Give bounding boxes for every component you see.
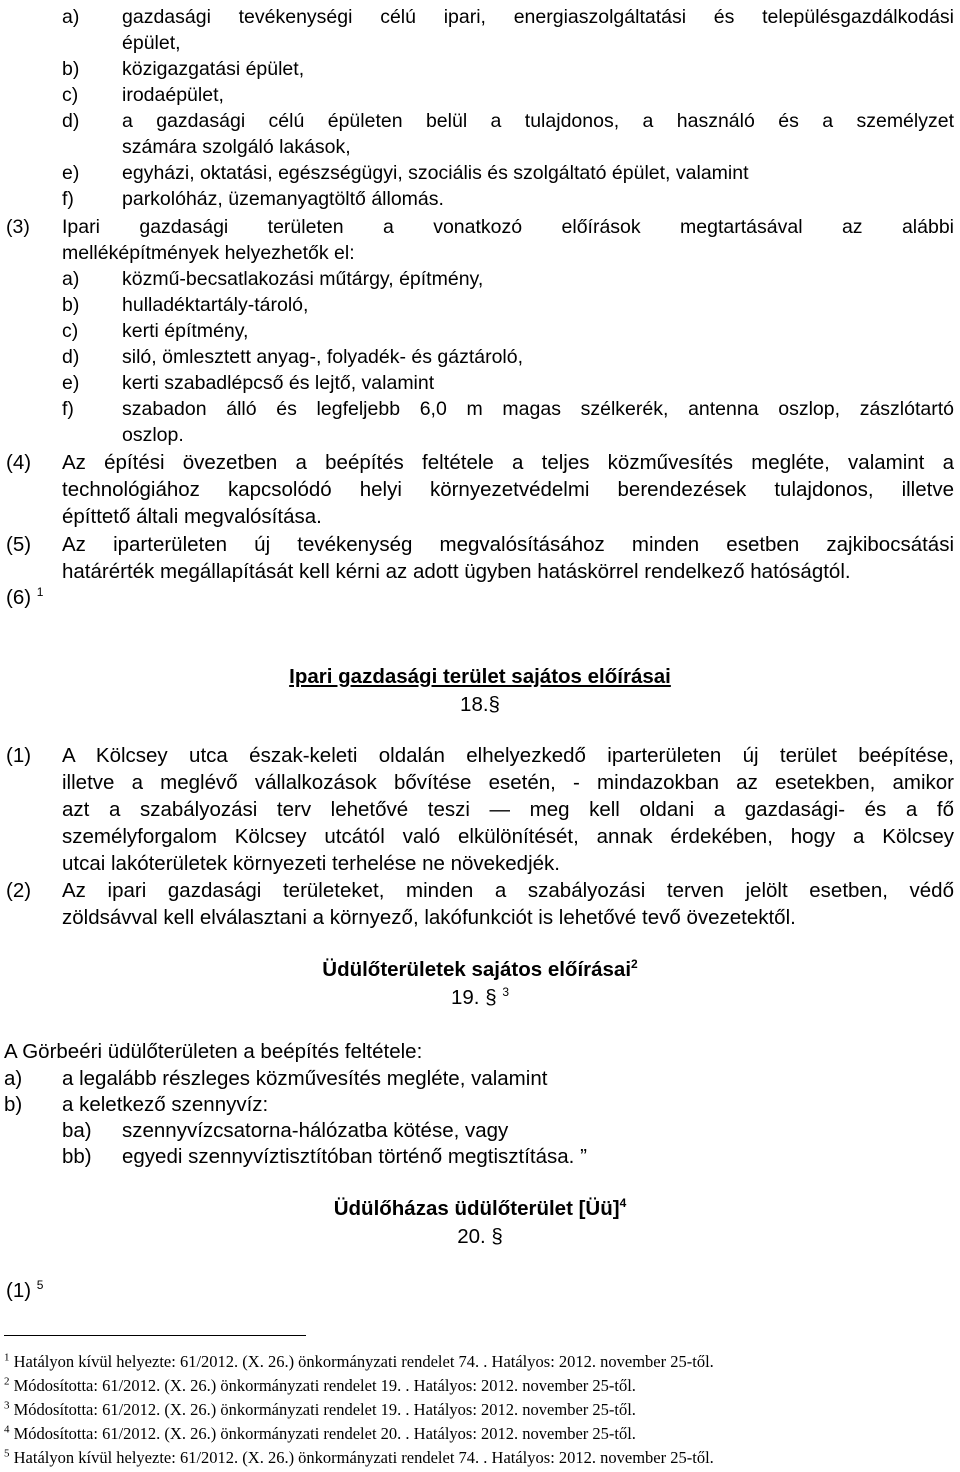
list-marker: e)	[62, 372, 80, 394]
footnote: $^5$ Hatályon kívül helyezte: 61/2012. (X. 26.) önkormányzati rendelet 74. . Hatályos: 2012. november 25-től.	[4, 1447, 714, 1467]
paragraph-text: Az iparterületen új tevékenység megvalósításához minden esetben zajkibocsátási	[62, 533, 954, 556]
paragraph-text: építtető általi megvalósítása.	[62, 505, 322, 528]
paragraph-number: (1) $^5$	[6, 1278, 44, 1302]
list-marker: a)	[62, 6, 80, 28]
section-mark: §	[491, 1225, 503, 1248]
paragraph-number: (2)	[6, 879, 32, 902]
list-marker: e)	[62, 162, 80, 184]
list-marker: d)	[62, 346, 80, 368]
paragraph-text: Az építési övezetben a beépítés feltétele a teljes közművesítés megléte, valamint a	[62, 451, 954, 474]
list-marker: b)	[4, 1093, 23, 1116]
list-marker: c)	[62, 84, 79, 106]
footnote-ref[interactable]: 3	[502, 985, 509, 1000]
list-marker: c)	[62, 320, 79, 342]
list-item-text: a legalább részleges közművesítés megléte, valamint	[62, 1067, 548, 1090]
list-item-text: parkolóház, üzemanyagtöltő állomás.	[122, 188, 444, 210]
section-number: 18.§	[460, 693, 500, 716]
list-marker: d)	[62, 110, 80, 132]
paragraph-text: utcai lakóterületek környezeti terhelése ne növekedjék.	[62, 852, 560, 875]
footnote: $^3$ Módosította: 61/2012. (X. 26.) önkormányzati rendelet 19. . Hatályos: 2012. november 25-től.	[4, 1399, 636, 1419]
list-item-text: számára szolgáló lakások,	[122, 136, 351, 158]
footnote: $^4$ Módosította: 61/2012. (X. 26.) önkormányzati rendelet 20. . Hatályos: 2012. november 25-től.	[4, 1423, 636, 1443]
paragraph-number: (3)	[6, 216, 30, 238]
paragraph-text: személyforgalom Kölcsey utcától való elkülönítését, annak érdekében, hogy a Kölcsey	[62, 825, 954, 848]
paragraph-text: határérték megállapítását kell kérni az adott ügyben hatáskörrel rendelkező hatóságtól.	[62, 560, 851, 583]
list-item-text: oszlop.	[122, 424, 184, 446]
list-item-text: hulladéktartály-tároló,	[122, 294, 309, 316]
footnote-ref[interactable]: 2	[631, 957, 638, 972]
footnote-ref[interactable]: 5	[36, 1278, 44, 1293]
list-item-text: épület,	[122, 32, 181, 54]
paragraph-text: Ipari gazdasági területen a vonatkozó előírások megtartásával az alábbi	[62, 216, 954, 238]
footnote-separator	[4, 1335, 306, 1336]
list-marker: b)	[62, 294, 80, 316]
list-item-text: szennyvízcsatorna-hálózatba kötése, vagy	[122, 1119, 509, 1142]
list-item-text: a gazdasági célú épületen belül a tulajdonos, a használó és a személyzet	[122, 110, 954, 132]
list-marker: a)	[4, 1067, 23, 1090]
paragraph-text: technológiához kapcsolódó helyi környezetvédelmi berendezések tulajdonos, illetve	[62, 478, 954, 501]
list-item-text: közigazgatási épület,	[122, 58, 305, 80]
list-marker: f)	[62, 398, 74, 420]
paragraph-text: illetve a meglévő vállalkozások bővítése esetén, - mindazokban az esetekben, amikor	[62, 771, 954, 794]
list-item-text: egyedi szennyvíztisztítóban történő megtisztítása. ”	[122, 1145, 587, 1168]
list-marker: a)	[62, 268, 80, 290]
paragraph-number: (5)	[6, 533, 32, 556]
paragraph-number: (4)	[6, 451, 32, 474]
list-item-text: kerti építmény,	[122, 320, 249, 342]
list-item-text: egyházi, oktatási, egészségügyi, szociális és szolgáltató épület, valamint	[122, 162, 749, 184]
paragraph-text: zöldsávval kell elválasztani a környező, lakófunkciót is lehetővé tevő övezetektől.	[62, 906, 796, 929]
footnote-ref[interactable]: 1	[36, 585, 44, 600]
list-item-text: gazdasági tevékenységi célú ipari, energiaszolgáltatási és településgazdálkodási	[122, 6, 954, 28]
section-title: Üdülőterületek sajátos előírásai$^2$	[322, 957, 638, 981]
list-marker: b)	[62, 58, 80, 80]
paragraph-number: (6) $^1$	[6, 585, 44, 609]
paragraph-text: A Kölcsey utca észak-keleti oldalán elhelyezkedő iparterületen új terület beépítése,	[62, 744, 954, 767]
list-marker: ba)	[62, 1119, 92, 1142]
paragraph-text: Az ipari gazdasági területeket, minden a szabályozási terven jelölt esetben, védő	[62, 879, 954, 902]
paragraph-text: azt a szabályozási terv lehetővé teszi — meg kell oldani a gazdasági- és a fő	[62, 798, 954, 821]
list-item-text: irodaépület,	[122, 84, 224, 106]
list-marker: bb)	[62, 1145, 92, 1168]
paragraph-text: melléképítmények helyezhetők el:	[62, 242, 355, 264]
paragraph-number: (1)	[6, 744, 32, 767]
list-item-text: közmű-becsatlakozási műtárgy, építmény,	[122, 268, 484, 290]
section-title: Üdülőházas üdülőterület [Üü]$^4$	[333, 1196, 627, 1220]
list-item-text: kerti szabadlépcső és lejtő, valamint	[122, 372, 435, 394]
paragraph-text: A Görbeéri üdülőterületen a beépítés feltétele:	[4, 1040, 423, 1063]
section-mark: §	[488, 693, 500, 716]
list-item-text: a keletkező szennyvíz:	[62, 1093, 269, 1116]
section-title: Ipari gazdasági terület sajátos előírásai	[289, 665, 671, 688]
footnote-ref[interactable]: 4	[619, 1196, 627, 1211]
section-number: 20. §	[457, 1225, 503, 1248]
section-number: 19. § $^3$	[451, 985, 509, 1009]
footnote: $^1$ Hatályon kívül helyezte: 61/2012. (X. 26.) önkormányzati rendelet 74. . Hatályos: 2012. november 25-től.	[4, 1351, 714, 1371]
list-marker: f)	[62, 188, 74, 210]
footnote: $^2$ Módosította: 61/2012. (X. 26.) önkormányzati rendelet 19. . Hatályos: 2012. november 25-től.	[4, 1375, 636, 1395]
list-item-text: szabadon álló és legfeljebb 6,0 m magas szélkerék, antenna oszlop, zászlótartó	[122, 398, 954, 420]
list-item-text: siló, ömlesztett anyag-, folyadék- és gáztároló,	[122, 346, 524, 368]
section-mark: §	[485, 986, 497, 1009]
